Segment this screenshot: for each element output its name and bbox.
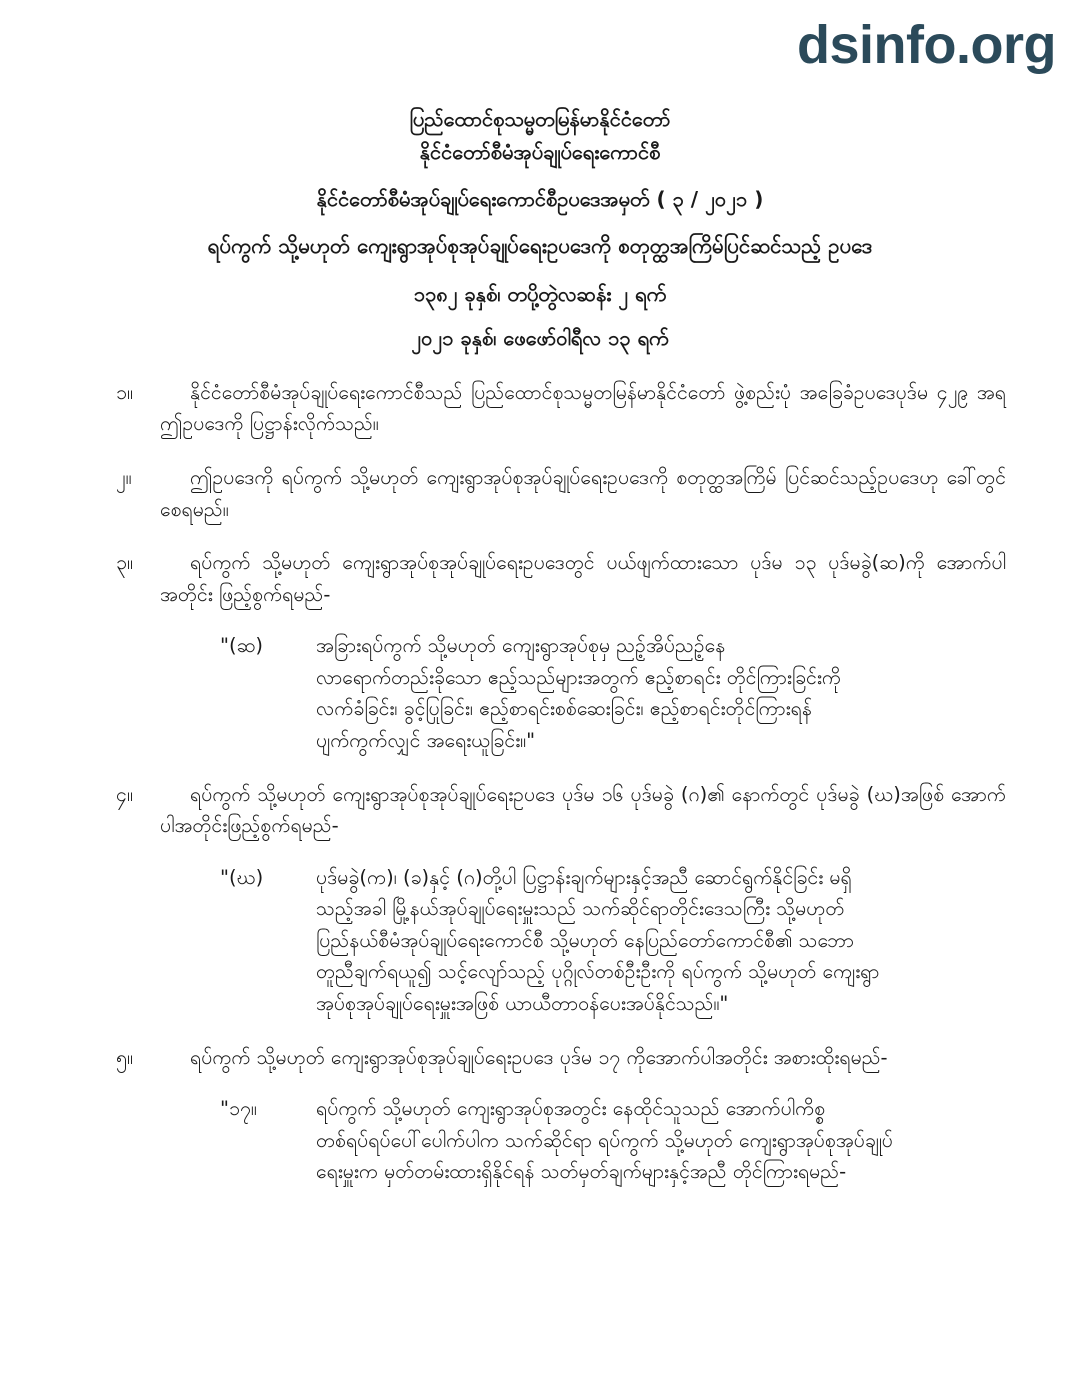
paragraph-4: [74, 779, 1006, 842]
header-date-gregorian: ၂၀၂၁ ခုနှစ်၊ ဖေဖော်ဝါရီလ ၁၃ ရက်: [411, 325, 669, 350]
watermark-dsinfo: dsinfo.org: [797, 15, 1056, 75]
paragraph-4-number: ၄။: [116, 782, 133, 806]
quote-clause-hsa-text: [316, 630, 998, 756]
paragraph-5: [74, 1042, 1006, 1074]
header-line-law-number: နိုင်ငံတော်စီမံအုပ်ချုပ်ရေးကောင်စီဥပဒေအမှတ် ( ၃ / ၂၀၂၁ ): [316, 187, 764, 211]
paragraph-2: [74, 462, 1006, 525]
quote-line: လက်ခံခြင်း၊ ခွင့်ပြုခြင်း၊ ဧည့်စာရင်းစစ်ဆေးခြင်း၊ ဧည့်စာရင်းတိုင်ကြားရန်: [316, 697, 812, 721]
quote-line: တစ်ရပ်ရပ်ပေါ်ပေါက်ပါက သက်ဆိုင်ရာ ရပ်ကွက် သို့မဟုတ် ကျေးရွာအုပ်စုအုပ်ချုပ်: [316, 1128, 893, 1152]
paragraph-4-text: ရပ်ကွက် သို့မဟုတ် ကျေးရွာအုပ်စုအုပ်ချုပ်ရေးဥပဒေ ပုဒ်မ ၁၆ ပုဒ်မခွဲ (ဂ)၏ နောက်တွင် ပုဒ်မခွဲ (ဃ)အဖြစ် အောက်ပါအတိုင်းဖြည့်စွက်ရမည်-: [160, 782, 1006, 838]
quote-line: ပုဒ်မခွဲ(က)၊ (ခ)နှင့် (ဂ)တို့ပါ ပြဋ္ဌာန်းချက်များနှင့်အညီ ဆောင်ရွက်နိုင်ခြင်း မရှိ: [316, 865, 852, 889]
header-line-council: နိုင်ငံတော်စီမံအုပ်ချုပ်ရေးကောင်စီ: [419, 140, 661, 164]
quote-clause-hsa: [220, 630, 998, 756]
quote-section-17-label: "၁၇။: [220, 1097, 257, 1121]
document-header: [74, 104, 1006, 355]
paragraph-1: [74, 377, 1006, 440]
paragraph-2-text: ဤဥပဒေကို ရပ်ကွက် သို့မဟုတ် ကျေးရွာအုပ်စုအုပ်ချုပ်ရေးဥပဒေကို စတုတ္ထအကြိမ် ပြင်ဆင်သည့်ဥပဒေဟု ခေါ်တွင်စေရမည်။: [160, 465, 1006, 521]
quote-section-17-text: [316, 1093, 998, 1188]
quote-clause-hsa-label: "(ဆ): [220, 634, 264, 658]
quote-line: ရေးမှူးက မှတ်တမ်းထားရှိနိုင်ရန် သတ်မှတ်ချက်များနှင့်အညီ တိုင်ကြားရမည်-: [316, 1160, 847, 1184]
paragraph-1-text: နိုင်ငံတော်စီမံအုပ်ချုပ်ရေးကောင်စီသည် ပြည်ထောင်စုသမ္မတမြန်မာနိုင်ငံတော် ဖွဲ့စည်းပုံ အခြေခံဥပဒေပုဒ်မ ၄၂၉ အရ ဤဥပဒေကို ပြဋ္ဌာန်းလိုက်သည်။: [160, 380, 1006, 436]
quote-line: အုပ်စုအုပ်ချုပ်ရေးမှူးအဖြစ် ယာယီတာဝန်ပေးအပ်နိုင်သည်။": [316, 992, 729, 1016]
quote-line: အခြားရပ်ကွက် သို့မဟုတ် ကျေးရွာအုပ်စုမှ ညဉ့်အိပ်ညဉ့်နေ: [316, 634, 726, 658]
paragraph-3: [74, 547, 1006, 610]
header-line-law-title: ရပ်ကွက် သို့မဟုတ် ကျေးရွာအုပ်စုအုပ်ချုပ်ရေးဥပဒေကို စတုတ္ထအကြိမ်ပြင်ဆင်သည့် ဥပဒေ: [207, 234, 873, 258]
quote-line: ရပ်ကွက် သို့မဟုတ် ကျေးရွာအုပ်စုအတွင်း နေထိုင်သူသည် အောက်ပါကိစ္စ: [316, 1097, 826, 1121]
header-date-myanmar: ၁၃၈၂ ခုနှစ်၊ တပို့တွဲလဆန်း ၂ ရက်: [413, 281, 667, 306]
quote-line: ပြည်နယ်စီမံအုပ်ချုပ်ရေးကောင်စီ သို့မဟုတ် နေပြည်တော်ကောင်စီ၏ သဘော: [316, 928, 855, 952]
quote-line: ပျက်ကွက်လျှင် အရေးယူခြင်း။": [316, 728, 536, 752]
quote-clause-nga-label: "(ဃ): [220, 865, 264, 889]
paragraph-2-number: ၂။: [116, 465, 132, 489]
paragraph-3-text: ရပ်ကွက် သို့မဟုတ် ကျေးရွာအုပ်စုအုပ်ချုပ်ရေးဥပဒေတွင် ပယ်ဖျက်ထားသော ပုဒ်မ ၁၃ ပုဒ်မခွဲ(ဆ)ကို အောက်ပါ အတိုင်း ဖြည့်စွက်ရမည်-: [160, 551, 1006, 606]
quote-clause-nga: [220, 862, 998, 1020]
header-line-country: ပြည်ထောင်စုသမ္မတမြန်မာနိုင်ငံတော်: [409, 107, 671, 131]
quote-line: သည့်အခါ မြို့နယ်အုပ်ချုပ်ရေးမှူးသည် သက်ဆိုင်ရာတိုင်းဒေသကြီး သို့မဟုတ်: [316, 897, 845, 921]
paragraph-5-text: ရပ်ကွက် သို့မဟုတ် ကျေးရွာအုပ်စုအုပ်ချုပ်ရေးဥပဒေ ပုဒ်မ ၁၇ ကိုအောက်ပါအတိုင်း အစားထိုးရမည်-: [190, 1045, 888, 1069]
quote-clause-nga-text: [316, 862, 998, 1020]
paragraph-5-number: ၅။: [116, 1045, 133, 1069]
paragraph-3-number: ၃။: [116, 551, 133, 575]
quote-section-17: [220, 1093, 998, 1188]
quote-line: တူညီချက်ရယူ၍ သင့်လျော်သည့် ပုဂ္ဂိုလ်တစ်ဦးဦးကို ရပ်ကွက် သို့မဟုတ် ကျေးရွာ: [316, 960, 880, 984]
paragraph-1-number: ၁။: [116, 380, 133, 404]
quote-line: လာရောက်တည်းခိုသော ဧည့်သည်များအတွက် ဧည့်စာရင်း တိုင်ကြားခြင်းကို: [316, 665, 841, 689]
